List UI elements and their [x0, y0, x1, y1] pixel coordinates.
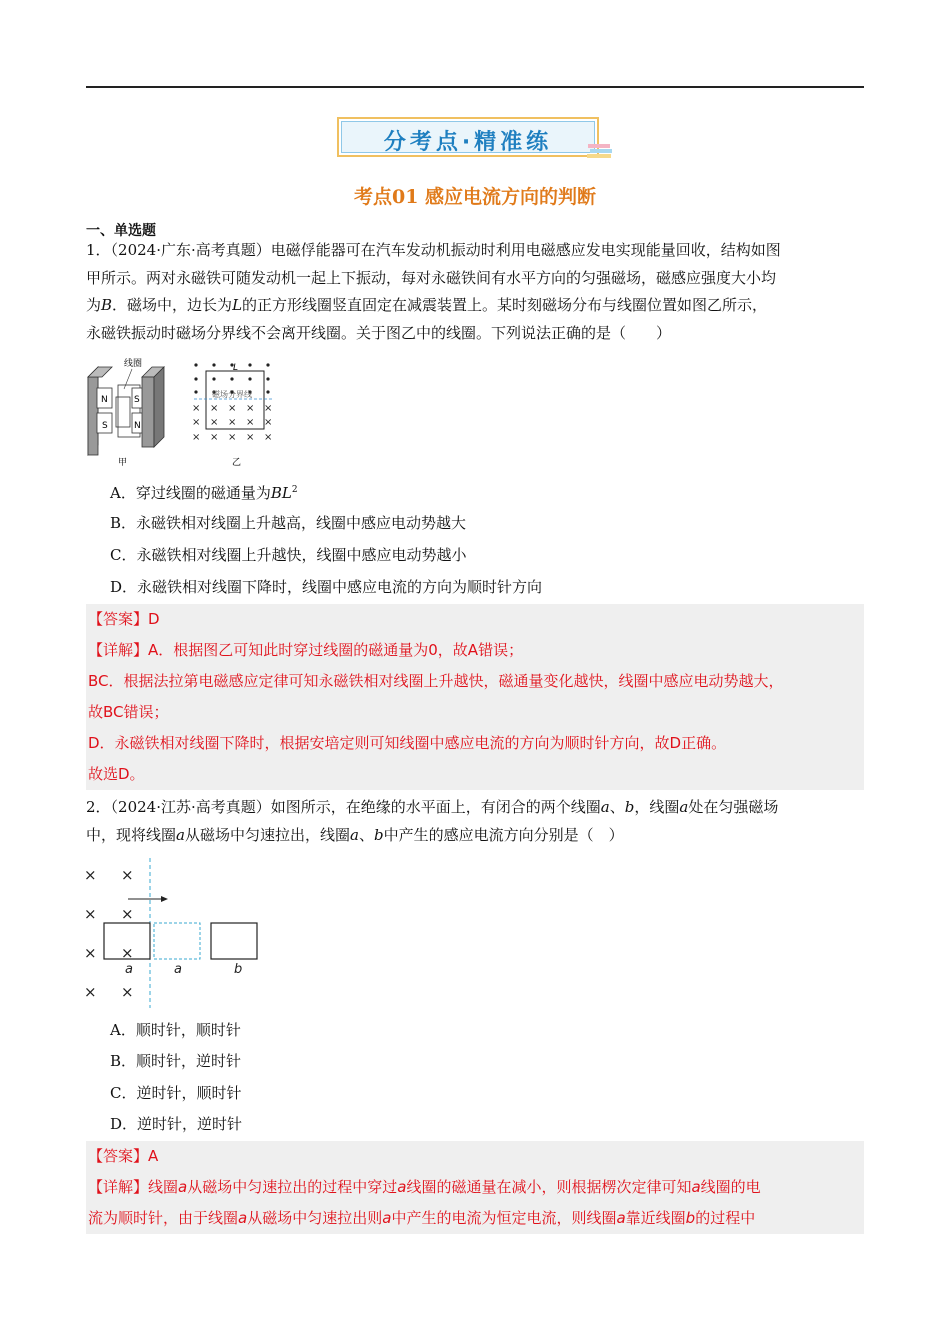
field-cross: × — [121, 944, 134, 962]
detail-text: 中产生的电流为恒定电流，则线圈 — [391, 1209, 617, 1227]
field-cross: × — [121, 866, 134, 884]
question-text: 、 — [358, 825, 374, 844]
question-text: ．磁场中，边长为 — [112, 296, 233, 314]
math-var: B — [101, 296, 113, 314]
q2-option-c: C．逆时针，顺时针 — [110, 1084, 242, 1102]
question-text: 的正方形线圈竖直固定在减震装置上。某时刻磁场分布与线圈位置如图乙所示， — [242, 296, 768, 314]
math-var: b — [624, 798, 635, 816]
header-rule — [86, 86, 864, 88]
q2-option-b: B．顺时针，逆时针 — [110, 1052, 242, 1070]
detail-line: D．永磁铁相对线圈下降时，根据安培定则可知线圈中感应电流的方向为顺时针方向，故D正确。 — [88, 734, 727, 752]
svg-text:×: × — [210, 417, 219, 428]
question-text: 为 — [86, 296, 102, 314]
svg-text:×: × — [192, 432, 201, 443]
option-text: A．穿过线圈的磁通量为 — [110, 484, 271, 502]
magnet-figure-jia — [88, 357, 164, 468]
field-cross: × — [121, 983, 134, 1001]
answer-line: 【答案】D — [88, 610, 160, 628]
coil-label: a — [174, 962, 182, 977]
math-var: b — [373, 825, 384, 844]
detail-text: 靠近线圈 — [625, 1209, 686, 1227]
q1-option-c: C．永磁铁相对线圈上升越快，线圈中感应电动势越小 — [110, 546, 467, 564]
pole-label: N — [134, 421, 141, 431]
q2-option-d: D．逆时针，逆时针 — [110, 1115, 243, 1133]
q2-option-a: A．顺时针，顺时针 — [110, 1021, 241, 1039]
detail-line: 【详解】A．根据图乙可知此时穿过线圈的磁通量为0，故A错误； — [88, 641, 524, 659]
math-var: a — [691, 1178, 701, 1196]
math-var: a — [679, 798, 689, 816]
math-var: L — [232, 296, 243, 314]
pole-label: S — [102, 421, 108, 431]
question-text: （2024·江苏·高考真题）如图所示，在绝缘的水平面上，有闭合的两个线圈 — [110, 798, 601, 816]
detail-line — [86, 1172, 864, 1203]
q1-answer-box — [86, 604, 864, 790]
coil-label: b — [234, 962, 243, 977]
section-heading: 一、单选题 — [86, 223, 156, 239]
question-number: 1． — [86, 241, 111, 259]
question-text: 从磁场中匀速拉出，线圈 — [184, 825, 350, 844]
page-title: 考点01 感应电流方向的判断 — [353, 186, 597, 208]
svg-text:×: × — [264, 432, 273, 443]
detail-text: 【详解】线圈 — [88, 1178, 179, 1196]
pole-label: S — [134, 395, 140, 405]
detail-text: 从磁场中匀速拉出的过程中穿过 — [187, 1178, 398, 1196]
detail-line: 故BC错误； — [88, 703, 169, 721]
question-number: 2． — [86, 798, 111, 816]
math-var: a — [238, 1209, 248, 1227]
math-var: a — [397, 1178, 407, 1196]
figure-caption-yi: 乙 — [232, 458, 242, 468]
books-icon — [586, 142, 614, 160]
svg-text:×: × — [210, 403, 219, 414]
q1-option-a — [110, 479, 298, 504]
q2-answer-box — [86, 1141, 864, 1234]
detail-text: 线圈的电 — [700, 1178, 761, 1196]
math-var: a — [600, 798, 610, 816]
math-var: a — [349, 825, 359, 844]
question-text: （2024·广东·高考真题）电磁俘能器可在汽车发动机振动时利用电磁感应发电实现能量回收，结构如图 — [110, 241, 781, 259]
svg-text:×: × — [264, 403, 273, 414]
detail-line — [86, 1203, 864, 1234]
field-cross: × — [84, 944, 97, 962]
figure-q1 — [84, 355, 284, 470]
question-1 — [86, 237, 864, 347]
q1-option-b: B．永磁铁相对线圈上升越高，线圈中感应电动势越大 — [110, 514, 467, 532]
svg-text:×: × — [228, 432, 237, 443]
question-text: 中产生的感应电流方向分别是（ ） — [383, 825, 624, 844]
field-cross: × — [84, 983, 97, 1001]
svg-text:×: × — [192, 403, 201, 414]
field-cross: × — [121, 905, 134, 923]
question-2 — [86, 794, 864, 849]
svg-text:×: × — [228, 417, 237, 428]
question-text: 中，现将线圈 — [86, 825, 177, 844]
math-expr: BL — [270, 484, 292, 502]
section-banner — [337, 117, 599, 157]
figure-q2 — [82, 858, 282, 1008]
coil-a-dashed — [154, 923, 200, 959]
detail-text: 从磁场中匀速拉出则 — [247, 1209, 383, 1227]
detail-text: 的过程中 — [695, 1209, 756, 1227]
math-sup: 2 — [291, 485, 298, 495]
answer-line: 【答案】A — [88, 1147, 159, 1165]
detail-text: 流为顺时针，由于线圈 — [88, 1209, 239, 1227]
svg-text:×: × — [192, 417, 201, 428]
detail-line: 故选D。 — [88, 765, 145, 783]
svg-text:×: × — [246, 417, 255, 428]
question-text: 、 — [609, 798, 625, 816]
q1-option-d: D．永磁铁相对线圈下降时，线圈中感应电流的方向为顺时针方向 — [110, 578, 543, 596]
svg-text:×: × — [210, 432, 219, 443]
detail-text: 线圈的磁通量在减小，则根据楞次定律可知 — [406, 1178, 692, 1196]
svg-text:×: × — [246, 432, 255, 443]
pole-label: N — [101, 395, 108, 405]
banner-text: 分考点·精准练 — [383, 130, 553, 155]
svg-text:×: × — [264, 417, 273, 428]
math-var: a — [178, 1178, 188, 1196]
figure-caption-jia: 甲 — [118, 458, 128, 468]
boundary-label: 磁场分界线 — [212, 390, 252, 399]
math-var: a — [176, 825, 185, 844]
svg-text:×: × — [246, 403, 255, 414]
math-var: b — [685, 1209, 696, 1227]
field-figure-yi — [192, 363, 274, 468]
question-text: 处在匀强磁场 — [688, 798, 779, 816]
question-text: 永磁铁振动时磁场分界线不会离开线圈。关于图乙中的线圈。下列说法正确的是（ ） — [86, 323, 672, 342]
math-var: a — [382, 1209, 392, 1227]
math-var: a — [616, 1209, 626, 1227]
field-cross: × — [84, 866, 97, 884]
coil-label: 线圈 — [124, 359, 143, 369]
detail-line: BC．根据法拉第电磁感应定律可知永磁铁相对线圈上升越快，磁通量变化越快，线圈中感应电动势越大， — [88, 672, 784, 690]
field-cross: × — [84, 905, 97, 923]
question-text: 甲所示。两对永磁铁可随发动机一起上下振动，每对永磁铁间有水平方向的匀强磁场，磁感应强度大小均 — [86, 268, 777, 287]
coil-b — [211, 923, 257, 959]
coil-label: a — [125, 962, 133, 977]
side-label: L — [233, 363, 239, 373]
question-text: ，线圈 — [634, 798, 680, 816]
svg-text:×: × — [228, 403, 237, 414]
